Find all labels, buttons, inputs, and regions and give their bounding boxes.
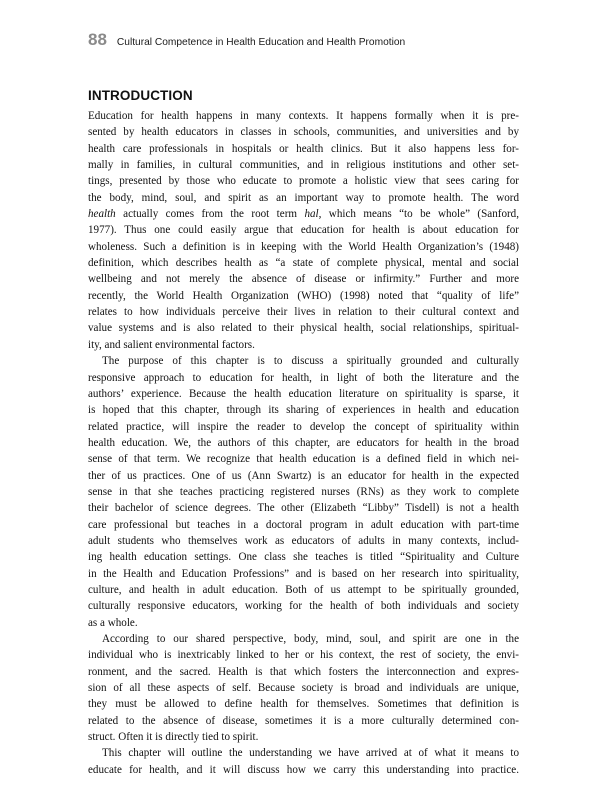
paragraph-2 — [88, 353, 519, 631]
paragraph-3 — [88, 631, 519, 745]
paragraph-1 — [88, 108, 519, 353]
text-line: tings, presented by those who educate to promote a holistic view that sees caring for — [88, 175, 519, 188]
text-line: the body, mind, soul, and spirit as an important way to promote health. The word — [88, 191, 519, 204]
text-line: individual who is inextricably linked to her or his context, the rest of society, the envi- — [88, 649, 519, 662]
text-line: health education. We, the authors of this chapter, are educators for health in the broad — [88, 436, 519, 449]
text-line: wellbeing and not merely the absence of disease or infirmity.” Further and more — [88, 273, 519, 286]
text-line: ther of us practices. One of us (Ann Swartz) is an educator for health in the expected — [88, 469, 519, 482]
text-line: sented by health educators in classes in schools, communities, and universities and by — [88, 126, 519, 139]
italic-term-hal: hal, — [304, 208, 322, 221]
text-line: sense in that she teaches practicing registered nurses (RNs) as they work to complete — [88, 485, 519, 498]
body-text — [88, 108, 519, 778]
text-line: culture, and health in adult education. Both of us attempt to be spiritually grounded, — [88, 583, 519, 596]
text-line: adult students who themselves work as educators of adults in many contexts, includ- — [88, 534, 519, 547]
text-line — [88, 206, 519, 222]
text-line: culturally responsive educators, working for the health of both individuals and society — [88, 600, 519, 613]
text-line: authors’ experience. Because the health education literature on spirituality is sparse, it — [88, 387, 519, 400]
running-title: Cultural Competence in Health Education and Health Promotion — [116, 37, 406, 48]
text-line: recently, the World Health Organization (WHO) (1998) noted that “quality of life” — [88, 289, 519, 302]
text-line: struct. Often it is directly tied to spirit. — [88, 731, 259, 744]
text-line: responsive approach to education for health, in light of both the literature and the — [88, 371, 519, 384]
text-line: in the Health and Education Professions” and is based on her research into spirituality, — [88, 567, 519, 580]
page-number: 88 — [88, 30, 107, 49]
text-line: definition, which describes health as “a state of complete physical, mental and social — [88, 257, 519, 270]
text-line: is hoped that this chapter, through its sharing of experiences in health and education — [88, 404, 519, 417]
text-line: care professional but teaches in a doctoral program in adult education with part-time — [88, 518, 519, 531]
text-line: This chapter will outline the understanding we have arrived at of what it means to — [102, 747, 519, 760]
text-line: related practice, will inspire the reader to develop the concept of spirituality within — [88, 420, 519, 433]
text-line: relates to how individuals perceive their lives in relation to their cultural context and — [88, 306, 519, 319]
running-head — [88, 30, 405, 54]
text-line: wholeness. Such a definition is in keeping with the World Health Organization’s (1948) — [88, 240, 519, 253]
text-line: According to our shared perspective, body, mind, soul, and spirit are one in the — [102, 633, 519, 645]
text-line: value systems and is also related to their physical health, social relationships, spiritual- — [88, 322, 519, 335]
italic-term-health: health — [88, 208, 116, 221]
text-line: Education for health happens in many contexts. It happens formally when it is pre- — [88, 110, 519, 122]
text-line: their bachelor of science degrees. The other (Elizabeth “Libby” Tisdell) is not a health — [88, 502, 519, 515]
text-line: mally in families, in cultural communities, and in religious institutions and other set- — [88, 159, 519, 172]
section-heading: INTRODUCTION — [88, 88, 193, 103]
text-run: actually comes from the root term — [115, 208, 305, 221]
text-line: they must be allowed to define health for themselves. Sometimes that definition is — [88, 698, 519, 711]
text-line: ity, and salient environmental factors. — [88, 338, 255, 351]
text-run: which means “to be whole” (Sanford, — [321, 208, 519, 221]
text-line: The purpose of this chapter is to discuss a spiritually grounded and culturally — [102, 355, 519, 368]
text-line: related to the absence of disease, sometimes it is a more culturally determined con- — [88, 714, 519, 727]
paragraph-4 — [88, 745, 519, 778]
text-line: sion of all these aspects of self. Because society is broad and individuals are unique, — [88, 682, 519, 695]
text-line: as a whole. — [88, 616, 138, 629]
text-line: ing health education settings. One class she teaches is titled “Spirituality and Culture — [88, 551, 519, 564]
text-line: sense of that term. We recognize that health education is a defined field in which nei- — [88, 453, 519, 466]
text-line: educate for health, and it will discuss how we carry this understanding into practice. — [88, 763, 519, 776]
text-line: ronment, and the sacred. Health is that which fosters the interconnection and expres- — [88, 665, 519, 678]
text-line: health care professionals in hospitals or health clinics. But it also happens less for- — [88, 142, 519, 155]
text-line: 1977). Thus one could easily argue that education for health is about education for — [88, 224, 519, 237]
